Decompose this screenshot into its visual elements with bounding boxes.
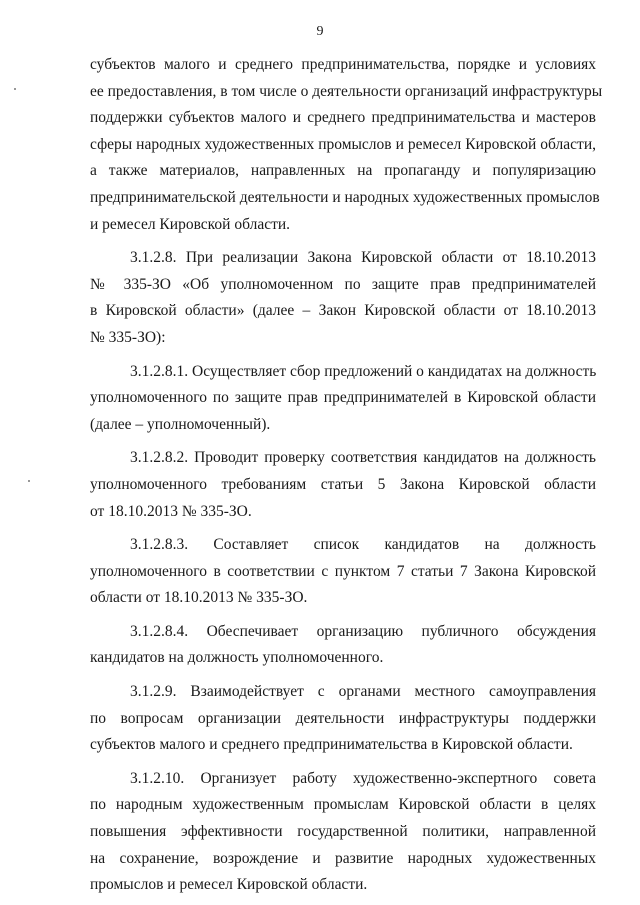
paragraph-3-1-2-8-2 — [90, 445, 596, 525]
paragraph-3-1-2-8-1 — [90, 359, 596, 439]
page-number: 9 — [316, 24, 324, 39]
text-line: уполномоченного по защите прав предпринимателей в Кировской области — [90, 389, 596, 407]
paragraph-3-1-2-9 — [90, 679, 596, 759]
text-line: предпринимательской деятельности и народных художественных промыслов — [90, 188, 600, 206]
scan-speck — [28, 480, 30, 482]
text-line: 3.1.2.8.2. Проводит проверку соответствия кандидатов на должность — [130, 449, 596, 467]
text-line: № 335-ЗО «Об уполномоченном по защите прав предпринимателей — [90, 275, 596, 293]
text-line: (далее – уполномоченный). — [90, 415, 271, 433]
text-line: № 335-ЗО): — [90, 328, 166, 346]
text-line: а также материалов, направленных на пропаганду и популяризацию — [90, 162, 596, 180]
text-line: субъектов малого и среднего предпринимательства, порядке и условиях — [90, 56, 596, 73]
text-line: области от 18.10.2013 № 335-ЗО. — [90, 589, 308, 607]
scan-speck — [14, 88, 16, 90]
paragraph-3-1-2-8 — [90, 245, 596, 351]
text-line: 3.1.2.8.1. Осуществляет сбор предложений о кандидатах на должность — [130, 362, 597, 380]
paragraph-3-1-2-8-4 — [90, 619, 596, 672]
text-line: 3.1.2.9. Взаимодействует с органами местного самоуправления — [130, 683, 596, 701]
text-line: 3.1.2.8. При реализации Закона Кировской области от 18.10.2013 — [130, 249, 596, 267]
text-line: повышения эффективности государственной политики, направленной — [90, 823, 596, 841]
text-line: уполномоченного в соответствии с пунктом 7 статьи 7 Закона Кировской — [90, 562, 596, 580]
paragraph-3-1-2-10 — [90, 766, 596, 899]
text-line: и ремесел Кировской области. — [90, 215, 291, 233]
text-line: 3.1.2.8.3. Составляет список кандидатов на должность — [130, 536, 596, 554]
text-line: по народным художественным промыслам Кировской области в целях — [90, 796, 596, 814]
text-line: промыслов и ремесел Кировской области. — [90, 876, 368, 894]
text-line: уполномоченного требованиям статьи 5 Закона Кировской области — [90, 475, 596, 493]
text-line: сферы народных художественных промыслов и ремесел Кировской области, — [90, 135, 596, 153]
text-line: на сохранение, возрождение и развитие народных художественных — [90, 849, 596, 867]
text-line: 3.1.2.8.4. Обеспечивает организацию публичного обсуждения — [130, 622, 596, 640]
text-line: субъектов малого и среднего предпринимательства в Кировской области. — [90, 736, 573, 754]
text-line: от 18.10.2013 № 335-ЗО. — [90, 502, 252, 520]
text-line: 3.1.2.10. Организует работу художественно-экспертного совета — [130, 769, 596, 787]
text-line: в Кировской области» (далее – Закон Кировской области от 18.10.2013 — [90, 302, 596, 320]
text-line: поддержки субъектов малого и среднего предпринимательства и мастеров — [90, 109, 596, 127]
paragraph-continuation — [90, 52, 603, 238]
text-line: по вопросам организации деятельности инфраструктуры поддержки — [90, 709, 596, 727]
text-line: ее предоставления, в том числе о деятельности организаций инфраструктуры — [90, 82, 603, 100]
paragraph-3-1-2-8-3 — [90, 532, 596, 612]
document-body — [90, 52, 603, 901]
text-line: кандидатов на должность уполномоченного. — [90, 649, 384, 667]
